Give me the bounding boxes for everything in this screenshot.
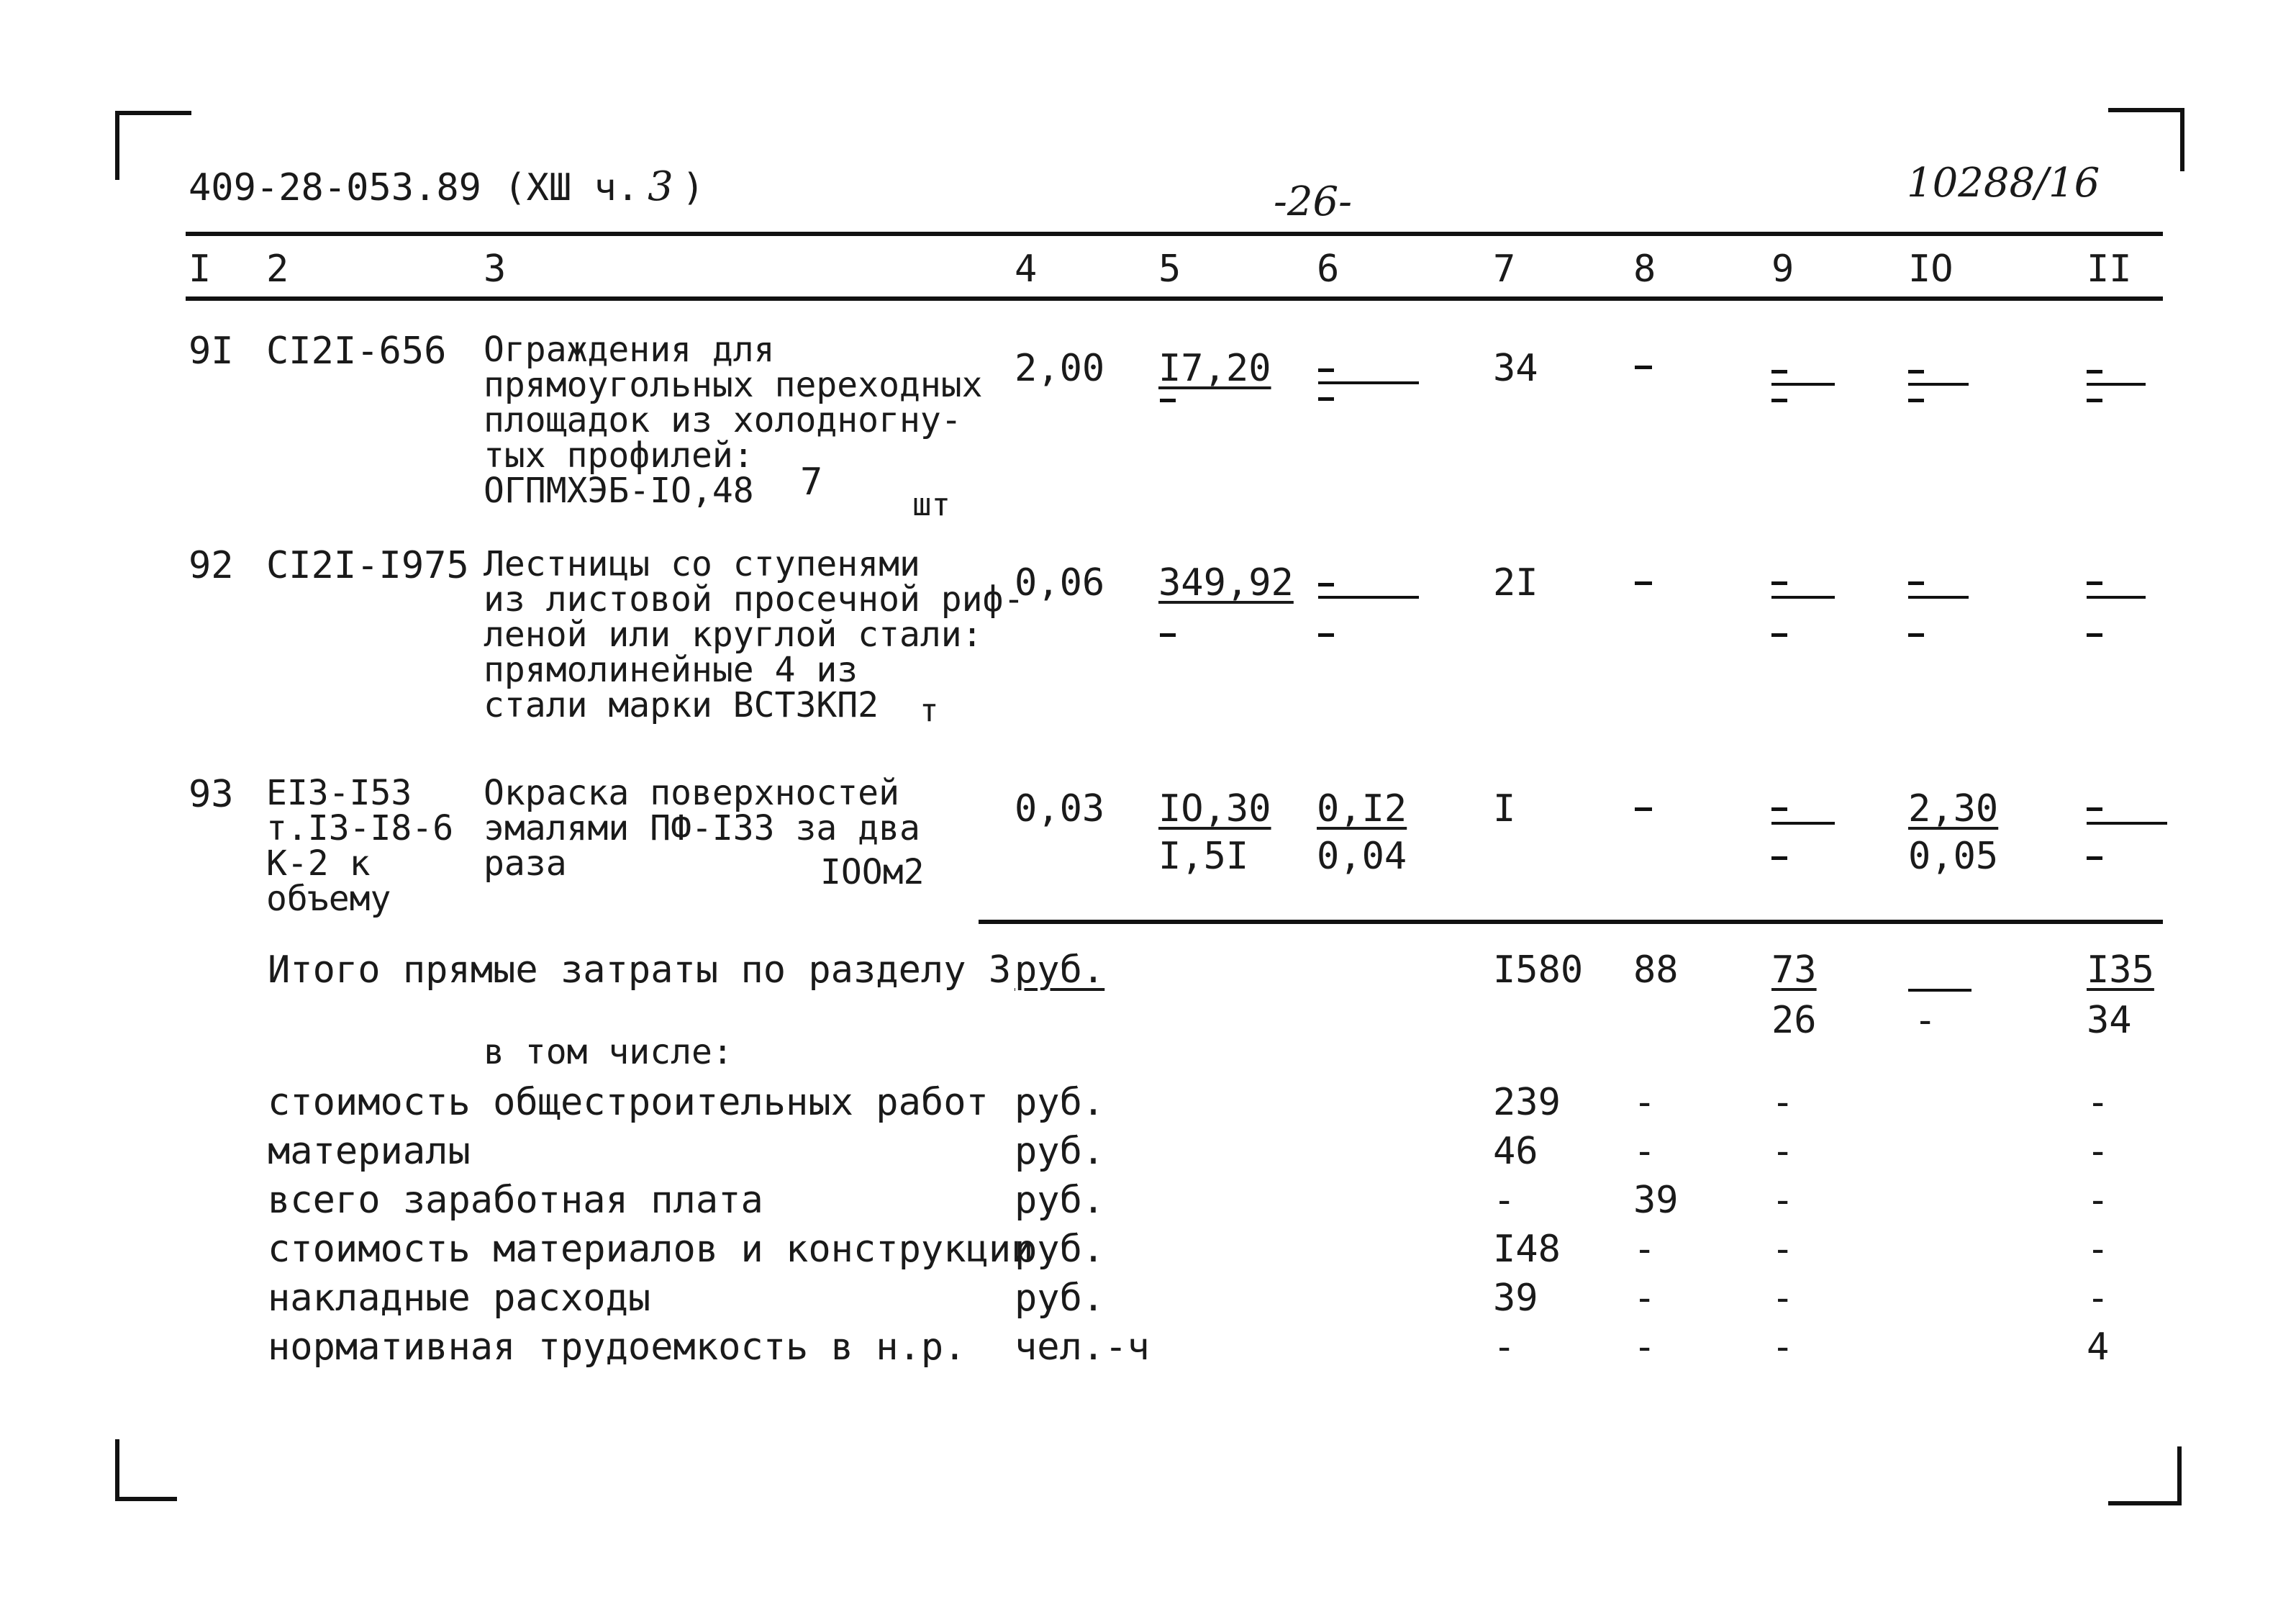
col9-bottom-dash (1771, 399, 1787, 402)
summary-item-col11: - (2087, 1130, 2110, 1173)
unit-of-measure: т (920, 692, 939, 729)
frame-corner-top-right (2108, 108, 2184, 171)
col-header-4: 4 (1015, 248, 1038, 291)
summary-item-col7: 239 (1493, 1081, 1561, 1124)
col6-bottom-dash (1318, 397, 1334, 401)
col6-top-dash (1318, 583, 1334, 586)
col10-rule (1908, 596, 1969, 599)
summary-item-label: всего заработная плата (268, 1179, 763, 1222)
summary-item-col7: 46 (1493, 1130, 1538, 1173)
col-header-2: 2 (266, 248, 289, 291)
doc-code-text: 409-28-053.89 (ХШ ч. (189, 166, 640, 209)
summary-col9-bottom: 26 (1771, 999, 1817, 1042)
col11-rule (2087, 596, 2146, 599)
col11-bottom-dash (2087, 856, 2102, 860)
col10-top-dash (1908, 581, 1924, 585)
unit-of-measure: шт (912, 486, 950, 523)
summary-item-col11: - (2087, 1179, 2110, 1222)
unit-of-measure: IOOм2 (820, 852, 925, 892)
summary-rule (979, 920, 2163, 924)
col-header-11: II (2087, 248, 2132, 291)
col9-top-dash (1771, 370, 1787, 373)
summary-col11-top: I35 (2087, 948, 2154, 992)
row-number: 93 (189, 773, 234, 816)
summary-item-label: стоимость материалов и конструкции (268, 1228, 1034, 1271)
total-cost: 2I (1493, 561, 1538, 604)
col6-top-dash (1318, 368, 1334, 372)
summary-unit: руб. (1015, 948, 1105, 992)
row-number: 92 (189, 544, 234, 587)
total-cost: 34 (1493, 347, 1538, 390)
frame-corner-bottom-left (115, 1439, 177, 1501)
col6-rule (1318, 596, 1419, 599)
col10-rule (1908, 383, 1969, 386)
col11-rule (2087, 383, 2146, 386)
summary-item-unit: руб. (1015, 1081, 1105, 1124)
machine-wages: 0,04 (1317, 835, 1407, 878)
summary-item-col9: - (1771, 1081, 1794, 1124)
work-description: Ограждения для прямоугольных переходных площадок из холодногну- тых профилей: ОГПМХЭБ-IO,48 (484, 330, 983, 511)
unit-cost-wage-dash (1160, 399, 1176, 402)
header-rule-bottom (186, 296, 2163, 301)
col8-dash (1635, 366, 1652, 369)
summary-item-col8: - (1633, 1081, 1656, 1124)
summary-item-col8: - (1633, 1228, 1656, 1271)
col-header-5: 5 (1158, 248, 1181, 291)
summary-item-col11: - (2087, 1228, 2110, 1271)
summary-item-col8: - (1633, 1326, 1656, 1369)
col-header-3: 3 (484, 248, 507, 291)
summary-col10-rule (1908, 989, 1971, 992)
col9-top-dash (1771, 807, 1787, 811)
col9-rule (1771, 383, 1835, 386)
col10-bottom-dash (1908, 633, 1924, 637)
col-header-7: 7 (1493, 248, 1516, 291)
frame-corner-bottom-right (2108, 1446, 2182, 1505)
col9-rule (1771, 822, 1835, 825)
summary-item-col11: 4 (2087, 1326, 2110, 1369)
unit-cost-total: I7,20 (1158, 347, 1271, 390)
document-code (189, 163, 705, 210)
col11-bottom-dash (2087, 633, 2102, 637)
summary-title: Итого прямые затраты по разделу 3 (268, 948, 1012, 992)
summary-col8: 88 (1633, 948, 1679, 992)
summary-item-unit: руб. (1015, 1179, 1105, 1222)
unit-cost-total: 349,92 (1158, 561, 1294, 604)
col-header-8: 8 (1633, 248, 1656, 291)
quantity: 0,06 (1015, 561, 1105, 604)
machine-cost: 0,I2 (1317, 787, 1407, 830)
frame-corner-top-left (115, 111, 191, 180)
page-number: -26- (1274, 178, 1353, 225)
doc-code-close: ) (681, 166, 705, 209)
unit-cost-total: IO,30 (1158, 787, 1271, 830)
row-number: 9I (189, 330, 234, 373)
col-header-9: 9 (1771, 248, 1794, 291)
total-machine-cost: 2,30 (1908, 787, 1999, 830)
including-label: в том числе: (484, 1032, 733, 1072)
col6-rule (1318, 381, 1419, 384)
col11-rule (2087, 822, 2167, 825)
summary-item-col11: - (2087, 1277, 2110, 1320)
summary-item-col9: - (1771, 1130, 1794, 1173)
summary-item-col9: - (1771, 1228, 1794, 1271)
summary-col11-bottom: 34 (2087, 999, 2132, 1042)
summary-item-label: стоимость общестроительных работ (268, 1081, 989, 1124)
col9-top-dash (1771, 581, 1787, 585)
summary-item-col7: - (1493, 1326, 1516, 1369)
quantity: 2,00 (1015, 347, 1105, 390)
work-description: Окраска поверхностей эмалями ПФ-I33 за два раза (484, 773, 920, 884)
summary-item-col11: - (2087, 1081, 2110, 1124)
total-machine-wages: 0,05 (1908, 835, 1999, 878)
summary-item-unit: руб. (1015, 1228, 1105, 1271)
summary-col9-top: 73 (1771, 948, 1817, 992)
work-description: Лестницы со ступенями из листовой просечной риф- леной или круглой стали: прямолинейные 4 из стали марки ВСТЗКП2 (484, 544, 1025, 725)
summary-item-col7: 39 (1493, 1277, 1538, 1320)
col6-bottom-dash (1318, 633, 1334, 637)
col9-rule (1771, 596, 1835, 599)
col-header-6: 6 (1317, 248, 1340, 291)
summary-item-label: нормативная трудоемкость в н.р. (268, 1326, 966, 1369)
summary-item-col7: - (1493, 1179, 1516, 1222)
summary-item-col9: - (1771, 1326, 1794, 1369)
price-code: CI2I-I975 (266, 544, 469, 587)
col11-bottom-dash (2087, 399, 2102, 402)
price-code: EI3-I53 т.I3-I8-6 К-2 к объему (266, 773, 454, 919)
col10-bottom-dash (1908, 399, 1924, 402)
summary-item-unit: руб. (1015, 1277, 1105, 1320)
summary-item-label: накладные расходы (268, 1277, 651, 1320)
col11-top-dash (2087, 807, 2102, 811)
col-header-1: I (189, 248, 212, 291)
total-cost: I (1493, 787, 1516, 830)
header-rule-top (186, 232, 2163, 236)
summary-item-unit: руб. (1015, 1130, 1105, 1173)
summary-total: I580 (1493, 948, 1584, 992)
sheet-number: 10288/16 (1907, 160, 2100, 207)
col11-top-dash (2087, 370, 2102, 373)
summary-item-col8: - (1633, 1130, 1656, 1173)
quantity: 0,03 (1015, 787, 1105, 830)
col8-dash (1635, 807, 1652, 811)
description-extra: 7 (800, 461, 823, 504)
col9-bottom-dash (1771, 856, 1787, 860)
doc-part-number: 3 (648, 163, 673, 210)
summary-item-col9: - (1771, 1179, 1794, 1222)
col9-bottom-dash (1771, 633, 1787, 637)
summary-item-col9: - (1771, 1277, 1794, 1320)
summary-item-col8: 39 (1633, 1179, 1679, 1222)
summary-item-label: материалы (268, 1130, 471, 1173)
summary-item-unit: чел.-ч (1015, 1326, 1150, 1369)
col10-top-dash (1908, 370, 1924, 373)
summary-item-col8: - (1633, 1277, 1656, 1320)
col-header-10: IO (1908, 248, 1954, 291)
summary-item-col7: I48 (1493, 1228, 1561, 1271)
price-code: CI2I-656 (266, 330, 447, 373)
col8-dash (1635, 581, 1652, 585)
summary-col10-bottom: - (1914, 999, 1937, 1042)
unit-cost-wage-dash (1160, 633, 1176, 637)
unit-cost-wages: I,5I (1158, 835, 1249, 878)
col11-top-dash (2087, 581, 2102, 585)
